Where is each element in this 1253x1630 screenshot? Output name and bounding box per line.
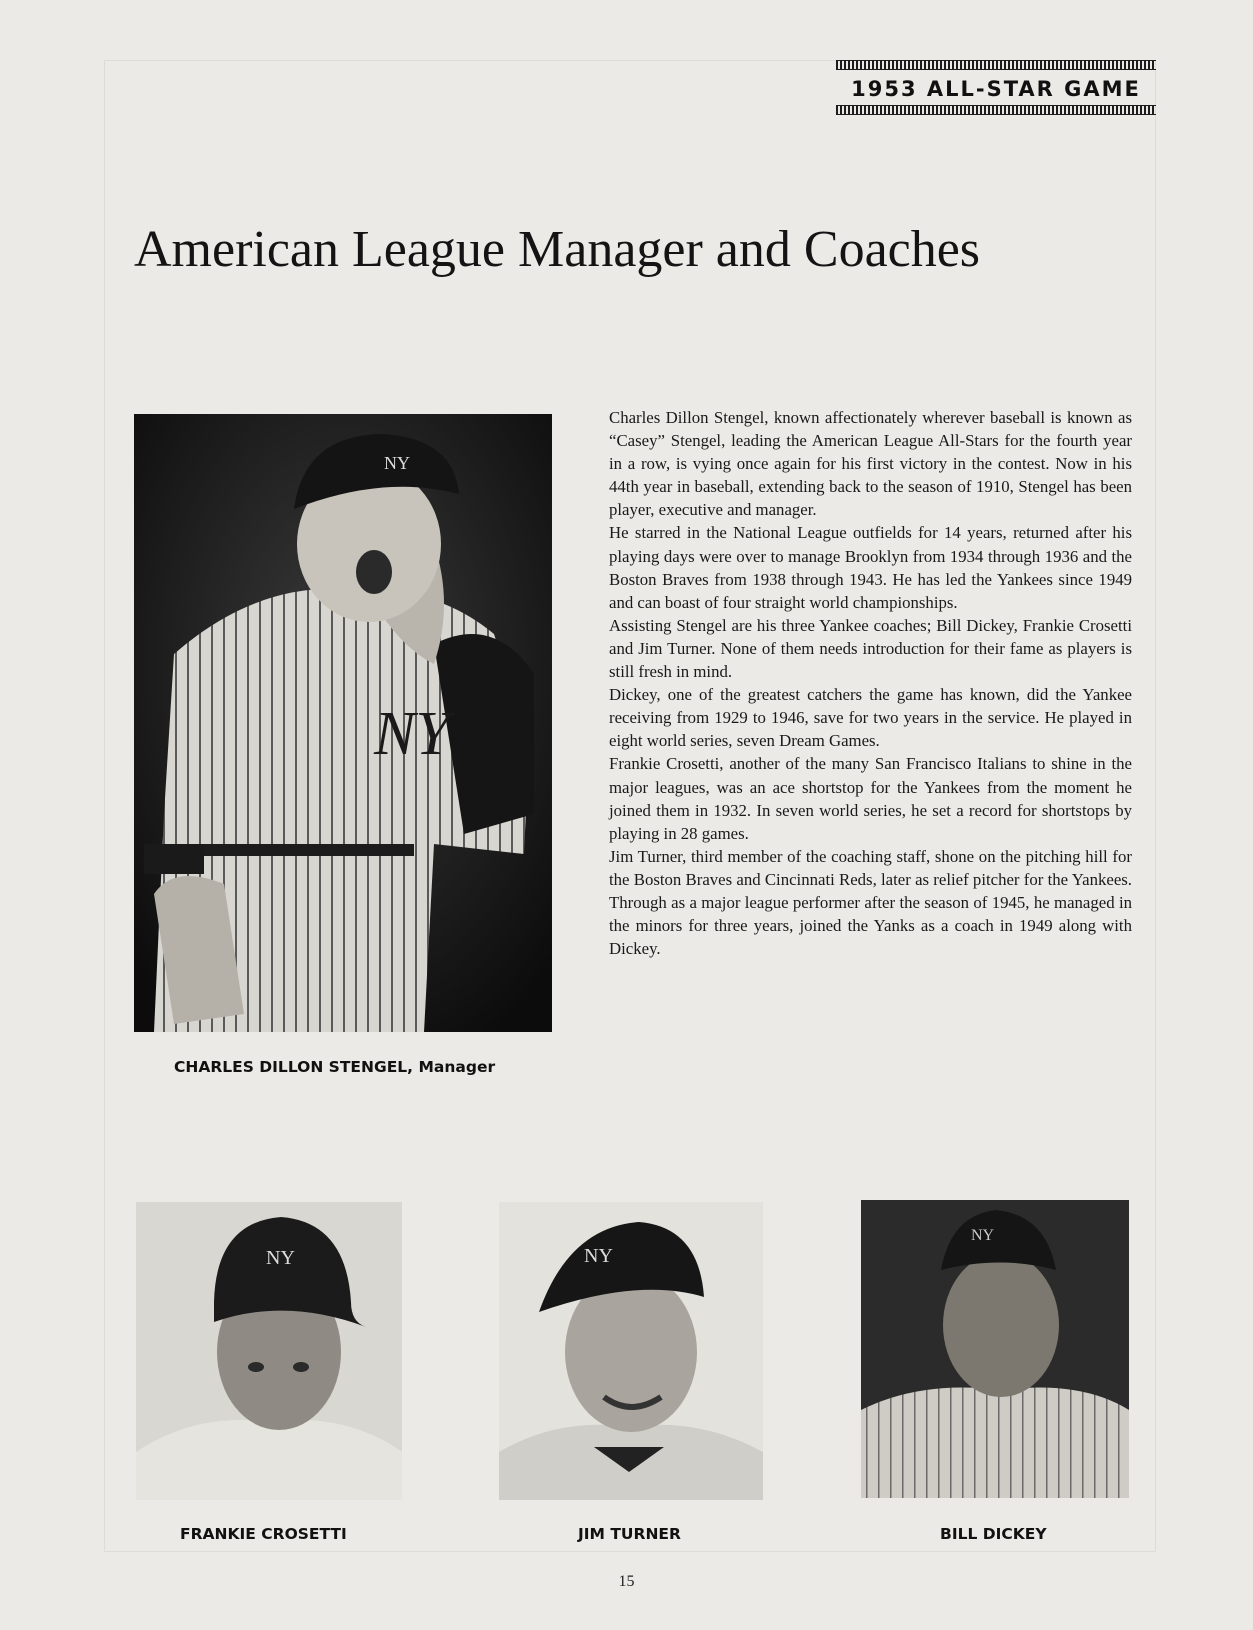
badge-bottom-rule	[836, 105, 1156, 115]
article-body	[609, 406, 1132, 960]
manager-photo	[134, 414, 552, 1032]
svg-text:NY: NY	[584, 1245, 613, 1267]
svg-text:NY: NY	[971, 1227, 995, 1244]
coach-caption-crosetti: FRANKIE CROSETTI	[180, 1525, 347, 1543]
body-paragraph: Frankie Crosetti, another of the many San Francisco Italians to shine in the major leagues, was an ace shortstop for the Yankees from the moment he joined them in 1932. In seven world series, he set a record for shortstops by playing in 28 games.	[609, 754, 1132, 843]
coach-photo-dickey	[861, 1200, 1129, 1498]
manager-caption	[174, 1058, 495, 1076]
svg-text:NY: NY	[384, 453, 410, 473]
coach-photo-crosetti	[136, 1202, 402, 1500]
header-badge	[836, 60, 1156, 115]
badge-top-rule	[836, 60, 1156, 70]
page-number: 15	[618, 1573, 635, 1590]
svg-text:NY: NY	[266, 1247, 295, 1269]
body-paragraph: Charles Dillon Stengel, known affectionately wherever baseball is known as “Casey” Stengel, leading the American League All-Stars for the fourth year in a row, is vying once again for his first victory in the contest. Now in his 44th year in baseball, extending back to the season of 1910, Stengel has been player, executive and manager.	[609, 408, 1132, 520]
svg-text:NY: NY	[374, 700, 450, 768]
body-paragraph: Assisting Stengel are his three Yankee coaches; Bill Dickey, Frankie Crosetti and Jim Turner. None of them needs introduction for their fame as players is still fresh in mind.	[609, 615, 1132, 682]
coach-caption-turner: JIM TURNER	[578, 1525, 681, 1543]
body-paragraph: He starred in the National League outfields for 14 years, returned after his playing days were over to manage Brooklyn from 1934 through 1936 and the Boston Braves from 1938 through 1943. He has led the Yankees since 1949 and can boast of four straight world championships.	[609, 523, 1132, 612]
page-title: American League Manager and Coaches	[134, 221, 981, 278]
coach-photo-turner	[499, 1202, 763, 1500]
coach-caption-dickey: BILL DICKEY	[940, 1525, 1047, 1543]
manager-role: Manager	[418, 1058, 496, 1076]
badge-text: 1953 ALL-STAR GAME	[851, 77, 1141, 101]
body-paragraph: Dickey, one of the greatest catchers the game has known, did the Yankee receiving from 1929 to 1946, save for two years in the service. He played in eight world series, seven Dream Games.	[609, 685, 1132, 751]
body-paragraph: Jim Turner, third member of the coaching staff, shone on the pitching hill for the Boston Braves and Cincinnati Reds, later as relief pitcher for the Yankees. Through as a major league performer after the season of 1945, he managed in the minors for three years, joined the Yanks as a coach in 1949 along with Dickey.	[609, 846, 1132, 959]
manager-name: CHARLES DILLON STENGEL,	[174, 1058, 414, 1076]
